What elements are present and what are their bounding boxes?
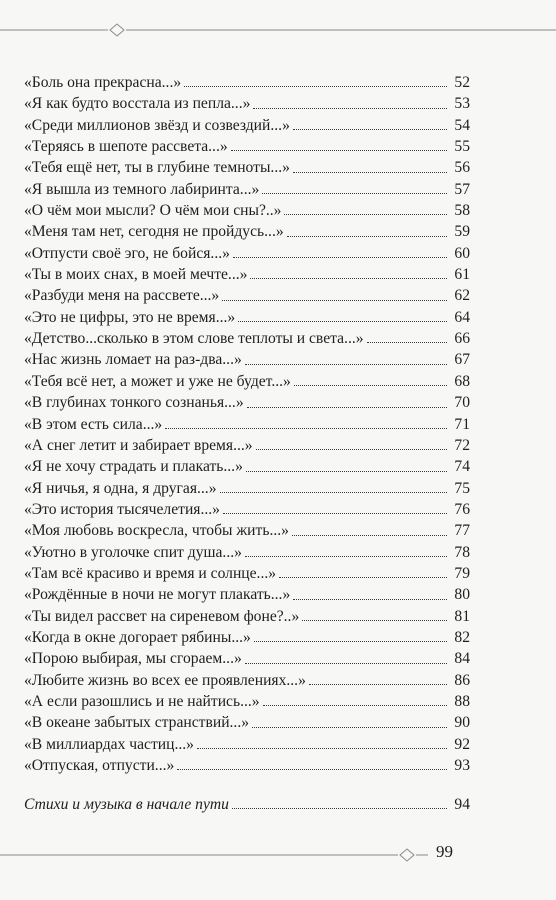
toc-entry-page: 93 <box>454 757 470 774</box>
toc-entry <box>24 115 470 136</box>
toc-entry <box>24 563 470 584</box>
toc-entry-page: 81 <box>454 607 470 625</box>
toc-entry-title: «Это не цифры, это не время...» <box>24 308 236 326</box>
toc-entry-page: 74 <box>454 458 470 476</box>
toc-entry-page: 55 <box>454 138 470 156</box>
toc-entry-page: 82 <box>454 628 470 646</box>
toc-entry <box>24 499 470 520</box>
toc-entry-page: 62 <box>454 287 470 305</box>
toc-entry-page: 54 <box>454 116 470 134</box>
toc-entry-title: «Ты в моих снах, в моей мечте...» <box>24 266 248 284</box>
toc-entry-page: 72 <box>454 436 470 454</box>
toc-dot-leader <box>293 128 447 130</box>
toc-entry <box>24 285 470 306</box>
toc-dot-leader <box>246 470 447 472</box>
toc-entry <box>24 136 470 157</box>
toc-entry-title: «Порою выбирая, мы сгораем...» <box>24 650 242 668</box>
toc-dot-leader <box>293 598 447 600</box>
toc-entry-page: 88 <box>454 692 470 710</box>
toc-dot-leader <box>197 747 447 749</box>
toc-entry-page: 86 <box>454 671 470 689</box>
toc-entry <box>24 606 470 627</box>
toc-dot-leader <box>165 427 447 429</box>
toc-entry-page: 52 <box>454 74 470 91</box>
toc-entry-page: 64 <box>454 308 470 326</box>
toc-entry-page: 58 <box>454 202 470 220</box>
toc-entry-title: «Я вышла из темного лабиринта...» <box>24 180 260 198</box>
toc-entry-page: 76 <box>454 500 470 518</box>
toc-entry-page: 57 <box>454 180 470 198</box>
toc-entry-title: «Тебя всё нет, а может и уже не будет...» <box>24 372 291 390</box>
toc-entry-page: 94 <box>454 796 470 813</box>
toc-entry <box>24 414 470 435</box>
toc-entry-title: «Детство...сколько в этом слове теплоты и света...» <box>24 330 364 348</box>
toc-entry <box>24 72 470 93</box>
toc-dot-leader <box>279 576 447 578</box>
toc-entry <box>24 670 470 691</box>
toc-entry-page: 61 <box>454 266 470 284</box>
toc-dot-leader <box>253 107 447 109</box>
toc-entry <box>24 392 470 413</box>
toc-entry-title: «Среди миллионов звёзд и созвездий...» <box>24 116 290 134</box>
toc-dot-leader <box>287 235 447 237</box>
toc-dot-leader <box>367 341 447 343</box>
toc-entry-title: «Рождённые в ночи не могут плакать...» <box>24 586 291 604</box>
toc-entry <box>24 200 470 221</box>
toc-entry <box>24 648 470 669</box>
toc-entry-title: Стихи и музыка в начале пути <box>24 796 229 813</box>
toc-entry <box>24 542 470 563</box>
toc-dot-leader <box>293 171 447 173</box>
toc-entry-page: 67 <box>454 351 470 369</box>
toc-dot-leader <box>232 807 447 809</box>
toc-entry <box>24 179 470 200</box>
toc-entry-title: «А снег летит и забирает время...» <box>24 436 253 454</box>
toc-dot-leader <box>223 512 447 514</box>
toc-entry-page: 84 <box>454 650 470 668</box>
toc-entry-title: «Моя любовь воскресла, чтобы жить...» <box>24 522 289 540</box>
toc-entry-page: 78 <box>454 543 470 561</box>
toc-entry-page: 60 <box>454 244 470 262</box>
toc-entry-page: 90 <box>454 714 470 732</box>
toc-entry-title: «Тебя ещё нет, ты в глубине темноты...» <box>24 159 290 177</box>
toc-dot-leader <box>220 491 447 493</box>
toc-dot-leader <box>262 192 447 194</box>
toc-entry <box>24 243 470 264</box>
toc-entry-title: «В этом есть сила...» <box>24 415 163 433</box>
toc-entry-page: 56 <box>454 159 470 177</box>
toc-entry <box>24 435 470 456</box>
toc-dot-leader <box>184 85 447 87</box>
toc-entry <box>24 712 470 733</box>
toc-entry-title: «Я не хочу страдать и плакать...» <box>24 458 243 476</box>
toc-entry-page: 66 <box>454 330 470 348</box>
toc-entry-page: 92 <box>454 735 470 753</box>
toc-dot-leader <box>238 320 447 322</box>
toc-entry-title: «Я как будто восстала из пепла...» <box>24 95 251 113</box>
toc-dot-leader <box>231 149 447 151</box>
toc-entry-title: «Ты видел рассвет на сиреневом фоне?..» <box>24 607 300 625</box>
toc-entry <box>24 691 470 712</box>
toc-dot-leader <box>292 534 447 536</box>
toc-entry-final <box>24 794 470 815</box>
toc-entry <box>24 456 470 477</box>
toc-entry <box>24 520 470 541</box>
toc-entry <box>24 627 470 648</box>
toc-entry-page: 75 <box>454 479 470 497</box>
toc-entry <box>24 93 470 114</box>
toc-entry-page: 59 <box>454 223 470 241</box>
toc-dot-leader <box>294 384 447 386</box>
toc-dot-leader <box>245 662 447 664</box>
toc-entry-title: «В глубинах тонкого сознанья...» <box>24 394 244 412</box>
toc-entry-title: «Теряясь в шепоте рассвета...» <box>24 138 228 156</box>
toc-entry-title: «Меня там нет, сегодня не пройдусь...» <box>24 223 284 241</box>
toc-entry-title: «Нас жизнь ломает на раз-два...» <box>24 351 242 369</box>
toc-entry <box>24 371 470 392</box>
toc-entry-page: 79 <box>454 564 470 582</box>
toc-entry-page: 71 <box>454 415 470 433</box>
toc-entry-page: 77 <box>454 522 470 540</box>
toc-dot-leader <box>245 555 447 557</box>
toc-entry-title: «В миллиардах частиц...» <box>24 735 194 753</box>
toc-dot-leader <box>252 726 447 728</box>
toc-dot-leader <box>177 768 447 770</box>
toc-entry <box>24 755 470 776</box>
toc-entry-title: «Отпуская, отпусти...» <box>24 757 175 774</box>
toc-entry <box>24 328 470 349</box>
toc-entry <box>24 478 470 499</box>
toc-entry-title: «Любите жизнь во всех ее проявлениях...» <box>24 671 306 689</box>
toc-entry-title: «Когда в окне догорает рябины...» <box>24 628 251 646</box>
toc-entry-title: «Отпусти своё эго, не бойся...» <box>24 244 230 262</box>
toc-entry <box>24 734 470 755</box>
toc-entry <box>24 307 470 328</box>
table-of-contents <box>24 72 470 776</box>
toc-dot-leader <box>233 256 447 258</box>
toc-entry-title: «А если разошлись и не найтись...» <box>24 692 260 710</box>
toc-entry-page: 68 <box>454 372 470 390</box>
toc-entry <box>24 349 470 370</box>
toc-entry-title: «Это история тысячелетия...» <box>24 500 220 518</box>
toc-dot-leader <box>263 704 447 706</box>
toc-entry-title: «Уютно в уголочке спит душа...» <box>24 543 242 561</box>
toc-dot-leader <box>284 213 447 215</box>
toc-entry-title: «Боль она прекрасна...» <box>24 74 182 91</box>
toc-dot-leader <box>309 683 447 685</box>
toc-entry <box>24 221 470 242</box>
toc-dot-leader <box>250 277 447 279</box>
toc-entry <box>24 157 470 178</box>
toc-entry-title: «Я ничья, я одна, я другая...» <box>24 479 217 497</box>
toc-entry-title: «Разбуди меня на рассвете...» <box>24 287 220 305</box>
toc-entry-title: «Там всё красиво и время и солнце...» <box>24 564 277 582</box>
top-ornament-rule <box>0 29 556 31</box>
toc-dot-leader <box>222 299 447 301</box>
toc-entry-page: 80 <box>454 586 470 604</box>
toc-entry <box>24 584 470 605</box>
toc-final-section <box>24 794 470 815</box>
toc-entry <box>24 264 470 285</box>
toc-dot-leader <box>245 363 447 365</box>
toc-dot-leader <box>302 619 447 621</box>
toc-entry-page: 53 <box>454 95 470 113</box>
toc-dot-leader <box>247 406 447 408</box>
toc-dot-leader <box>254 640 447 642</box>
page-number: 99 <box>436 842 453 861</box>
toc-dot-leader <box>256 448 447 450</box>
toc-entry-title: «О чём мои мысли? О чём мои сны?..» <box>24 202 282 220</box>
toc-entry-page: 70 <box>454 394 470 412</box>
toc-entry-title: «В океане забытых странствий...» <box>24 714 250 732</box>
